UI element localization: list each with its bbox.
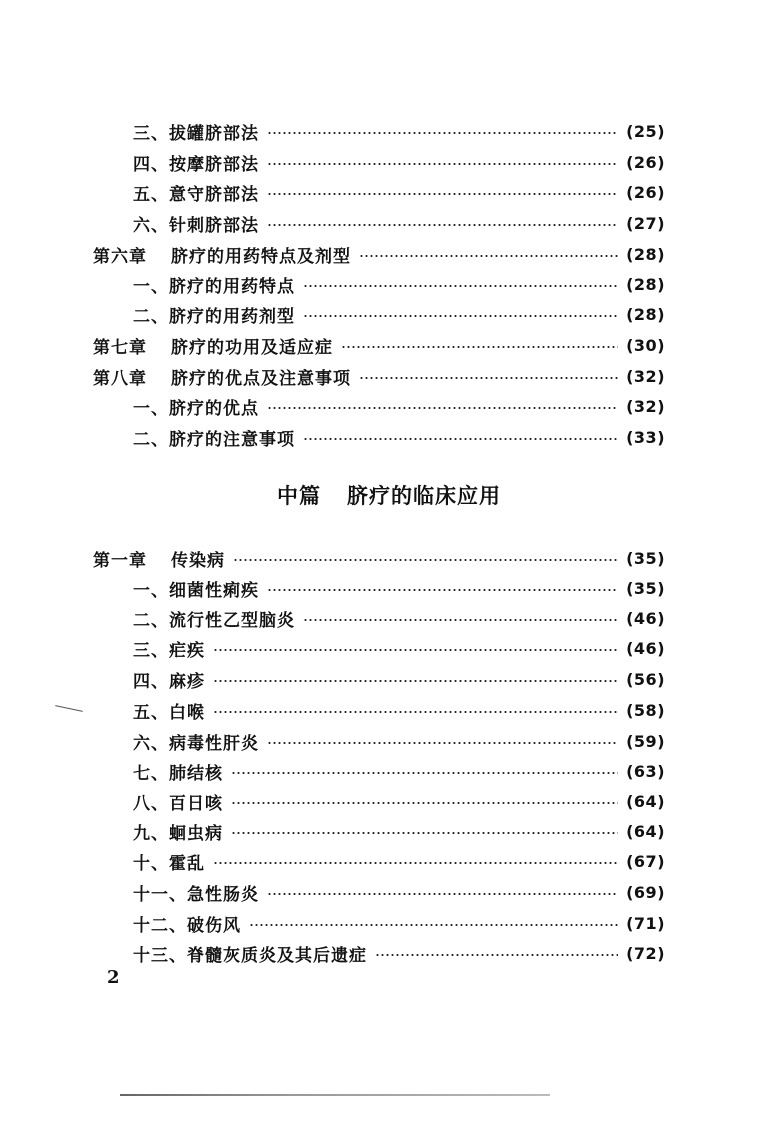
toc-entry-number: 五、 — [133, 184, 169, 205]
dot-leader — [231, 772, 618, 774]
toc-entry-number: 一、 — [133, 580, 169, 601]
dot-leader — [303, 315, 618, 317]
toc-entry-title: 麻疹 — [169, 671, 205, 692]
toc-entry-title: 急性肠炎 — [187, 884, 259, 905]
dot-leader — [249, 924, 618, 926]
toc-entry-title: 病毒性肝炎 — [169, 733, 259, 754]
toc-entry-title: 破伤风 — [187, 915, 241, 936]
toc-entry-title: 白喉 — [169, 702, 205, 723]
toc-entry[interactable] — [133, 665, 665, 693]
scan-smudge — [55, 705, 83, 712]
toc-entry-number: 十一、 — [133, 884, 187, 905]
toc-entry-title: 疟疾 — [169, 640, 205, 661]
dot-leader — [341, 346, 618, 348]
toc-entry[interactable] — [133, 392, 665, 420]
toc-entry-title: 针刺脐部法 — [169, 215, 259, 236]
toc-entry-title: 霍乱 — [169, 853, 205, 874]
toc-entry[interactable] — [133, 787, 665, 815]
toc-entry-page: (35) — [626, 548, 665, 568]
toc-chapter-number: 第六章 — [93, 246, 147, 267]
toc-entry[interactable] — [133, 878, 665, 906]
dot-leader — [213, 649, 618, 651]
toc-entry[interactable] — [133, 117, 665, 145]
toc-chapter-title: 脐疗的用药特点及剂型 — [171, 246, 351, 267]
toc-entry-number: 六、 — [133, 733, 169, 754]
dot-leader — [267, 224, 618, 226]
toc-entry[interactable] — [133, 909, 665, 937]
toc-entry-number: 十、 — [133, 853, 169, 874]
toc-chapter-number: 第七章 — [93, 337, 147, 358]
dot-leader — [267, 742, 618, 744]
dot-leader — [213, 711, 618, 713]
toc-entry-page: (63) — [626, 761, 665, 781]
toc-entry-title: 脐疗的注意事项 — [169, 429, 295, 450]
dot-leader — [231, 802, 618, 804]
dot-leader — [267, 163, 618, 165]
toc-entry-title: 意守脐部法 — [169, 184, 259, 205]
toc-chapter-number: 第一章 — [93, 550, 147, 571]
toc-chapter-title: 传染病 — [171, 550, 225, 571]
toc-entry-page: (25) — [626, 121, 665, 141]
section-part-label: 中篇 — [277, 483, 321, 508]
dot-leader — [267, 589, 618, 591]
toc-chapter-title: 脐疗的优点及注意事项 — [171, 368, 351, 389]
toc-entry[interactable] — [133, 696, 665, 724]
toc-entry-title: 百日咳 — [169, 793, 223, 814]
toc-entry[interactable] — [133, 817, 665, 845]
dot-leader — [359, 377, 618, 379]
dot-leader — [359, 255, 618, 257]
toc-entry[interactable] — [133, 847, 665, 875]
toc-chapter-entry[interactable] — [93, 362, 665, 390]
dot-leader — [303, 438, 618, 440]
toc-entry[interactable] — [133, 300, 665, 328]
toc-entry-number: 一、 — [133, 276, 169, 297]
dot-leader — [231, 832, 618, 834]
section-heading — [0, 480, 778, 510]
toc-entry-number: 六、 — [133, 215, 169, 236]
toc-chapter-entry[interactable] — [93, 544, 665, 572]
dot-leader — [267, 407, 618, 409]
toc-entry-page: (33) — [626, 427, 665, 447]
toc-entry-page: (30) — [626, 335, 665, 355]
toc-entry-page: (32) — [626, 396, 665, 416]
toc-entry-title: 脐疗的用药剂型 — [169, 306, 295, 327]
toc-entry-page: (27) — [626, 213, 665, 233]
page-number: 2 — [107, 967, 120, 988]
toc-entry[interactable] — [133, 604, 665, 632]
toc-entry-page: (28) — [626, 274, 665, 294]
toc-entry-page: (67) — [626, 851, 665, 871]
toc-entry[interactable] — [133, 209, 665, 237]
toc-entry-number: 十二、 — [133, 915, 187, 936]
toc-entry[interactable] — [133, 757, 665, 785]
section-title: 脐疗的临床应用 — [347, 483, 501, 508]
toc-entry-title: 蛔虫病 — [169, 823, 223, 844]
toc-entry-title: 拔罐脐部法 — [169, 123, 259, 144]
toc-chapter-number: 第八章 — [93, 368, 147, 389]
toc-entry-page: (46) — [626, 638, 665, 658]
toc-entry-number: 二、 — [133, 610, 169, 631]
toc-chapter-title: 脐疗的功用及适应症 — [171, 337, 333, 358]
dot-leader — [303, 285, 618, 287]
toc-entry-title: 脊髓灰质炎及其后遗症 — [187, 945, 367, 966]
toc-entry-page: (26) — [626, 182, 665, 202]
scan-bottom-line — [120, 1094, 550, 1096]
toc-entry-number: 二、 — [133, 306, 169, 327]
toc-entry-page: (71) — [626, 913, 665, 933]
toc-entry[interactable] — [133, 148, 665, 176]
toc-chapter-entry[interactable] — [93, 240, 665, 268]
toc-entry[interactable] — [133, 270, 665, 298]
toc-entry-number: 九、 — [133, 823, 169, 844]
toc-entry[interactable] — [133, 634, 665, 662]
toc-entry-page: (26) — [626, 152, 665, 172]
toc-entry-page: (28) — [626, 304, 665, 324]
toc-entry-title: 按摩脐部法 — [169, 154, 259, 175]
toc-entry-page: (72) — [626, 943, 665, 963]
dot-leader — [267, 893, 618, 895]
toc-entry-number: 四、 — [133, 671, 169, 692]
toc-entry[interactable] — [133, 939, 665, 967]
dot-leader — [303, 619, 618, 621]
dot-leader — [267, 132, 618, 134]
toc-entry-title: 细菌性痢疾 — [169, 580, 259, 601]
toc-entry-page: (35) — [626, 578, 665, 598]
dot-leader — [213, 862, 618, 864]
toc-entry-page: (46) — [626, 608, 665, 628]
toc-entry-title: 流行性乙型脑炎 — [169, 610, 295, 631]
toc-entry-number: 十三、 — [133, 945, 187, 966]
toc-entry-page: (32) — [626, 366, 665, 386]
toc-entry-page: (64) — [626, 821, 665, 841]
toc-entry-page: (58) — [626, 700, 665, 720]
toc-entry-number: 二、 — [133, 429, 169, 450]
toc-entry[interactable] — [133, 423, 665, 451]
toc-entry-title: 脐疗的优点 — [169, 398, 259, 419]
toc-entry-number: 七、 — [133, 763, 169, 784]
toc-entry-page: (59) — [626, 731, 665, 751]
toc-entry-page: (64) — [626, 791, 665, 811]
toc-entry-page: (56) — [626, 669, 665, 689]
dot-leader — [233, 559, 618, 561]
toc-entry-number: 三、 — [133, 640, 169, 661]
toc-entry-number: 四、 — [133, 154, 169, 175]
toc-entry[interactable] — [133, 178, 665, 206]
toc-chapter-entry[interactable] — [93, 331, 665, 359]
dot-leader — [213, 680, 618, 682]
toc-entry[interactable] — [133, 574, 665, 602]
toc-entry[interactable] — [133, 727, 665, 755]
toc-entry-number: 三、 — [133, 123, 169, 144]
toc-entry-page: (28) — [626, 244, 665, 264]
toc-entry-page: (69) — [626, 882, 665, 902]
dot-leader — [375, 954, 618, 956]
toc-entry-number: 八、 — [133, 793, 169, 814]
toc-entry-title: 肺结核 — [169, 763, 223, 784]
toc-entry-number: 一、 — [133, 398, 169, 419]
toc-entry-title: 脐疗的用药特点 — [169, 276, 295, 297]
toc-entry-number: 五、 — [133, 702, 169, 723]
dot-leader — [267, 193, 618, 195]
